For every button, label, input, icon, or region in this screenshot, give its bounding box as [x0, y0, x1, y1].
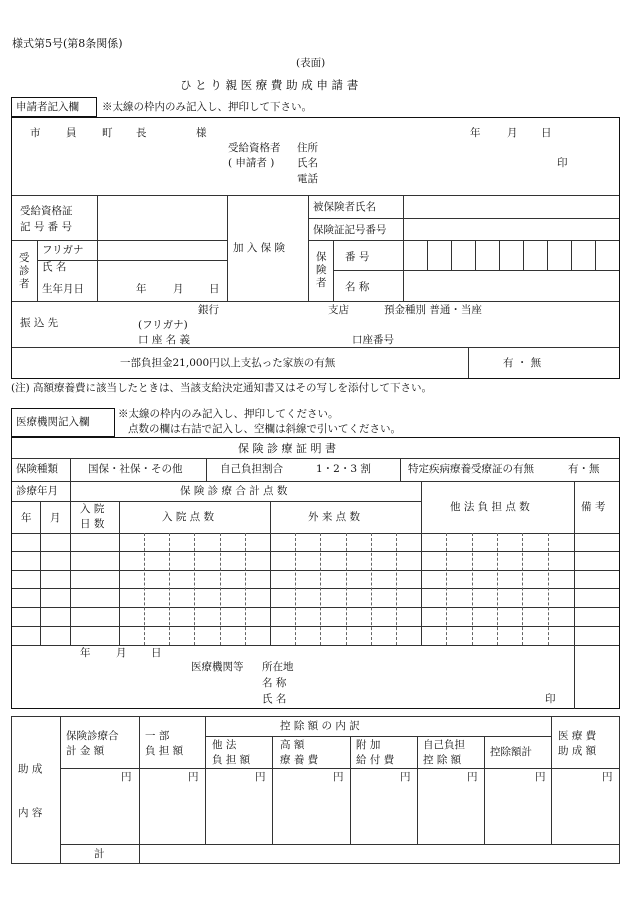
subsidy-label-2: 内 容	[18, 807, 43, 819]
date-year: 年	[470, 127, 481, 139]
branch-label: 支店	[328, 304, 349, 316]
cert-date-month: 月	[116, 647, 127, 659]
other-law-1: 他 法	[212, 739, 237, 751]
form-side: (表面)	[296, 57, 326, 69]
self-deduct-2: 控 除 額	[423, 754, 462, 766]
addressee-cho: 町	[102, 127, 113, 139]
insurance-cert-label: 保険証記号番号	[313, 224, 387, 236]
copay-question: 一部負担金21,000円以上支払った家族の有無	[120, 357, 336, 369]
form-id: 様式第5号(第8条関係)	[12, 37, 123, 50]
yen-self-deduct: 円	[467, 771, 478, 783]
insurance-label: 加 入 保 険	[233, 242, 286, 254]
month-col: 月	[50, 512, 61, 524]
specific-value: 有・無	[568, 463, 600, 475]
subsidy-amount-1: 医 療 費	[558, 730, 597, 742]
qualifier-sub: ( 申請者 )	[228, 157, 275, 169]
cert-no-label-1: 受給資格証	[20, 205, 73, 217]
medical-instruction-1: ※太線の枠内のみ記入し、押印してください。	[118, 408, 339, 420]
inpatient-days-2: 日 数	[80, 518, 105, 530]
furigana-label: フリガナ	[42, 244, 84, 256]
medical-frame	[11, 437, 620, 709]
yen-other-law: 円	[255, 771, 266, 783]
copay-1: 一 部	[145, 730, 170, 742]
person-name-label: 氏 名	[262, 693, 287, 705]
location-label: 所在地	[262, 661, 294, 673]
yen-copay: 円	[188, 771, 199, 783]
birth-month: 月	[173, 283, 184, 295]
address-label: 住所	[297, 142, 318, 154]
yen-insured-total: 円	[121, 771, 132, 783]
yen-additional: 円	[400, 771, 411, 783]
birth-year: 年	[136, 283, 147, 295]
total-points-label: 保 険 診 療 合 計 点 数	[180, 485, 288, 497]
subsidy-amount-2: 助 成 額	[558, 745, 597, 757]
year-col: 年	[21, 512, 32, 524]
specific-label: 特定疾病療養受療証の有無	[408, 463, 534, 475]
high-cost-1: 高 額	[280, 739, 305, 751]
self-ratio-label: 自己負担割合	[220, 463, 283, 475]
addressee-shi: 市	[30, 127, 41, 139]
phone-label: 電話	[297, 173, 318, 185]
copay-2: 負 担 額	[145, 745, 184, 757]
cert-date-year: 年	[80, 647, 91, 659]
yen-high-cost: 円	[333, 771, 344, 783]
medical-instruction-2: 点数の欄は右詰で記入し、空欄は斜線で引いてください。	[128, 423, 401, 435]
ins-type-label: 保険種類	[16, 463, 58, 475]
insured-total-2: 計 金 額	[66, 745, 105, 757]
high-cost-2: 療 養 費	[280, 754, 319, 766]
furigana-paren: (フリガナ)	[138, 319, 188, 331]
additional-2: 給 付 費	[356, 754, 395, 766]
account-name-label: 口 座 名 義	[138, 334, 191, 346]
patient-name-label: 氏 名	[42, 261, 67, 273]
other-law-label: 他 法 負 担 点 数	[450, 501, 530, 513]
birth-day: 日	[209, 283, 220, 295]
ins-type-value: 国保・社保・その他	[88, 463, 183, 475]
name-label: 氏名	[297, 157, 318, 169]
deduction-total: 控除額計	[490, 746, 532, 758]
qualifier-label: 受給資格者	[228, 142, 281, 154]
medical-seal: 印	[545, 693, 556, 705]
insurer-label: 保険者	[316, 251, 327, 289]
applicant-instruction: ※太線の枠内のみ記入し、押印して下さい。	[102, 101, 312, 113]
yen-subsidy-amount: 円	[602, 771, 613, 783]
insurer-name-label: 名 称	[345, 281, 370, 293]
transfer-label: 振 込 先	[20, 317, 59, 329]
applicant-section-label: 申請者記入欄	[16, 101, 79, 113]
birth-label: 生年月日	[42, 283, 84, 295]
insured-total-1: 保険診療合	[66, 730, 119, 742]
insured-name-label: 被保険者氏名	[313, 201, 376, 213]
addressee-chou: 長	[136, 127, 147, 139]
cert-title: 保 険 診 療 証 明 書	[238, 442, 336, 455]
remarks-label: 備 考	[581, 501, 606, 513]
form-title: ひ と り 親 医 療 費 助 成 申 請 書	[180, 78, 359, 92]
date-day: 日	[541, 127, 552, 139]
insurer-number-label: 番 号	[345, 251, 370, 263]
total-label: 計	[94, 848, 105, 860]
self-deduct-1: 自己負担	[423, 739, 465, 751]
date-month: 月	[507, 127, 518, 139]
deposit-type: 預金種別 普通・当座	[384, 304, 482, 316]
visit-ym-label: 診療年月	[16, 485, 58, 497]
outpatient-points-label: 外 来 点 数	[308, 511, 361, 523]
addressee-sama: 様	[196, 127, 207, 139]
deduction-breakdown: 控 除 額 の 内 訳	[280, 720, 360, 732]
subsidy-label-1: 助 成	[18, 763, 43, 775]
self-ratio-value: 1・2・3 割	[316, 463, 371, 475]
other-law-2: 負 担 額	[212, 754, 251, 766]
additional-1: 附 加	[356, 739, 381, 751]
cert-date-day: 日	[151, 647, 162, 659]
applicant-seal: 印	[557, 157, 568, 169]
cert-no-label-2: 記 号 番 号	[20, 221, 73, 233]
bank-label: 銀行	[198, 304, 219, 316]
account-no-label: 口座番号	[352, 334, 394, 346]
patient-label: 受診者	[19, 252, 30, 290]
note: (注) 高額療養費に該当したときは、当該支給決定通知書又はその写しを添付して下さい。	[11, 382, 433, 394]
copay-answer: 有 ・ 無	[503, 357, 542, 369]
institution-label: 医療機関等	[191, 661, 244, 673]
yen-deduction-total: 円	[535, 771, 546, 783]
inst-name-label: 名 称	[262, 677, 287, 689]
inpatient-points-label: 入 院 点 数	[162, 511, 215, 523]
medical-section-label: 医療機関記入欄	[16, 416, 90, 428]
addressee-in: 員	[66, 127, 77, 139]
inpatient-days-1: 入 院	[80, 503, 105, 515]
